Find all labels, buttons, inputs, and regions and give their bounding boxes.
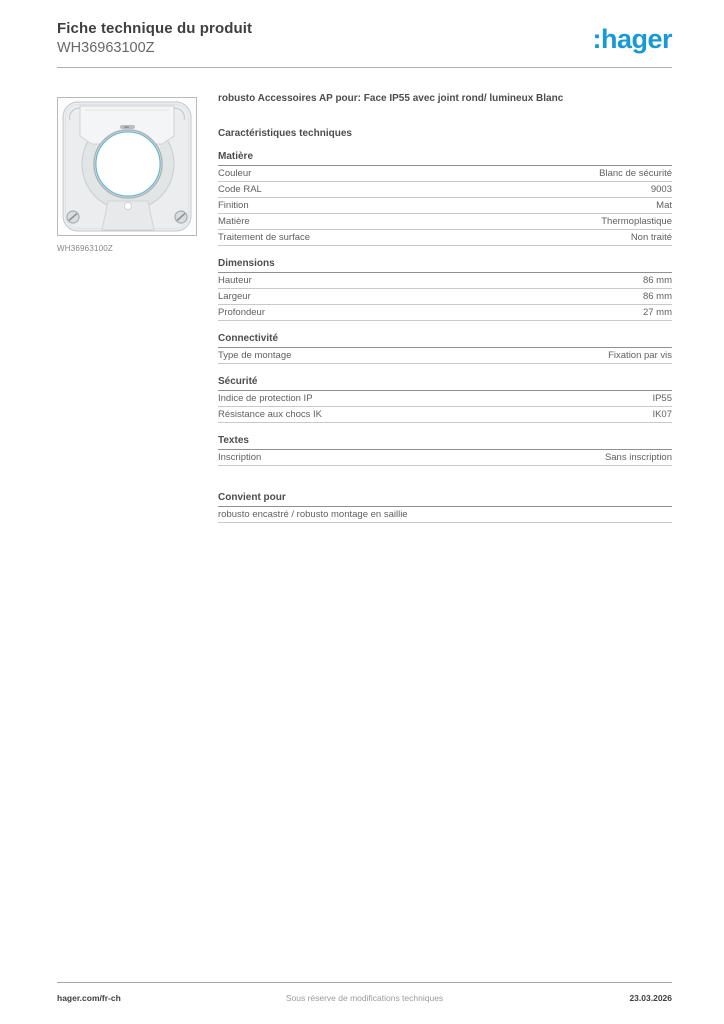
spec-value: 27 mm	[642, 307, 672, 318]
spec-value: Thermoplastique	[601, 216, 672, 227]
spec-row	[218, 305, 672, 321]
footer-date: 23.03.2026	[629, 993, 672, 1003]
spec-value: 86 mm	[642, 291, 672, 302]
spec-row	[218, 273, 672, 289]
spec-label: Profondeur	[218, 307, 266, 318]
hager-logo: :hager	[592, 24, 672, 54]
suits-for-title: Convient pour	[218, 492, 672, 507]
spec-group-title: Matière	[218, 151, 672, 166]
spec-label: Résistance aux chocs IK	[218, 409, 323, 420]
spec-group-title: Textes	[218, 435, 672, 450]
spec-label: Largeur	[218, 291, 251, 302]
specifications	[218, 92, 672, 523]
spec-row	[218, 348, 672, 364]
spec-value: 9003	[650, 184, 672, 195]
spec-row	[218, 198, 672, 214]
suits-for-value: robusto encastré / robusto montage en saillie	[218, 507, 672, 523]
footer-website: hager.com/fr-ch	[57, 993, 121, 1003]
spec-group	[218, 376, 672, 423]
technical-characteristics-title: Caractéristiques techniques	[218, 128, 352, 139]
spec-value: Non traité	[630, 232, 672, 243]
spec-value: IP55	[652, 393, 672, 404]
spec-group	[218, 333, 672, 364]
spec-group-title: Sécurité	[218, 376, 672, 391]
spec-group	[218, 435, 672, 466]
spec-row	[218, 230, 672, 246]
spec-groups	[218, 151, 672, 466]
page-title: Fiche technique du produit	[57, 20, 253, 37]
spec-label: Traitement de surface	[218, 232, 311, 243]
spec-label: Matière	[218, 216, 250, 227]
spec-label: Indice de protection IP	[218, 393, 313, 404]
spec-value: Fixation par vis	[608, 350, 672, 361]
spec-label: Inscription	[218, 452, 262, 463]
header-divider	[57, 67, 672, 68]
spec-value: Blanc de sécurité	[599, 168, 672, 179]
spec-label: Finition	[218, 200, 249, 211]
spec-value: Mat	[656, 200, 672, 211]
spec-group	[218, 258, 672, 321]
spec-group-title: Connectivité	[218, 333, 672, 348]
footer-disclaimer: Sous réserve de modifications techniques	[285, 993, 444, 1003]
suits-for-group	[218, 492, 672, 523]
spec-row	[218, 182, 672, 198]
spec-row	[218, 166, 672, 182]
spec-label: Code RAL	[218, 184, 262, 195]
spec-row	[218, 407, 672, 423]
spec-label: Type de montage	[218, 350, 292, 361]
spec-row	[218, 289, 672, 305]
spec-row	[218, 214, 672, 230]
spec-group	[218, 151, 672, 246]
product-photo-block	[57, 97, 197, 253]
spec-label: Couleur	[218, 168, 252, 179]
product-reference: WH36963100Z	[57, 40, 155, 56]
spec-row	[218, 391, 672, 407]
spec-value: IK07	[652, 409, 672, 420]
product-photo-caption: WH36963100Z	[57, 244, 114, 253]
spec-value: 86 mm	[642, 275, 672, 286]
product-photo-illustration	[58, 98, 196, 235]
footer	[57, 993, 672, 1003]
spec-group-title: Dimensions	[218, 258, 672, 273]
spec-label: Hauteur	[218, 275, 252, 286]
spec-value: Sans inscription	[604, 452, 672, 463]
product-description-title: robusto Accessoires AP pour: Face IP55 avec joint rond/ lumineux Blanc	[218, 93, 564, 104]
product-photo	[57, 97, 197, 236]
spec-row	[218, 450, 672, 466]
header	[57, 20, 672, 56]
footer-divider	[57, 982, 672, 983]
